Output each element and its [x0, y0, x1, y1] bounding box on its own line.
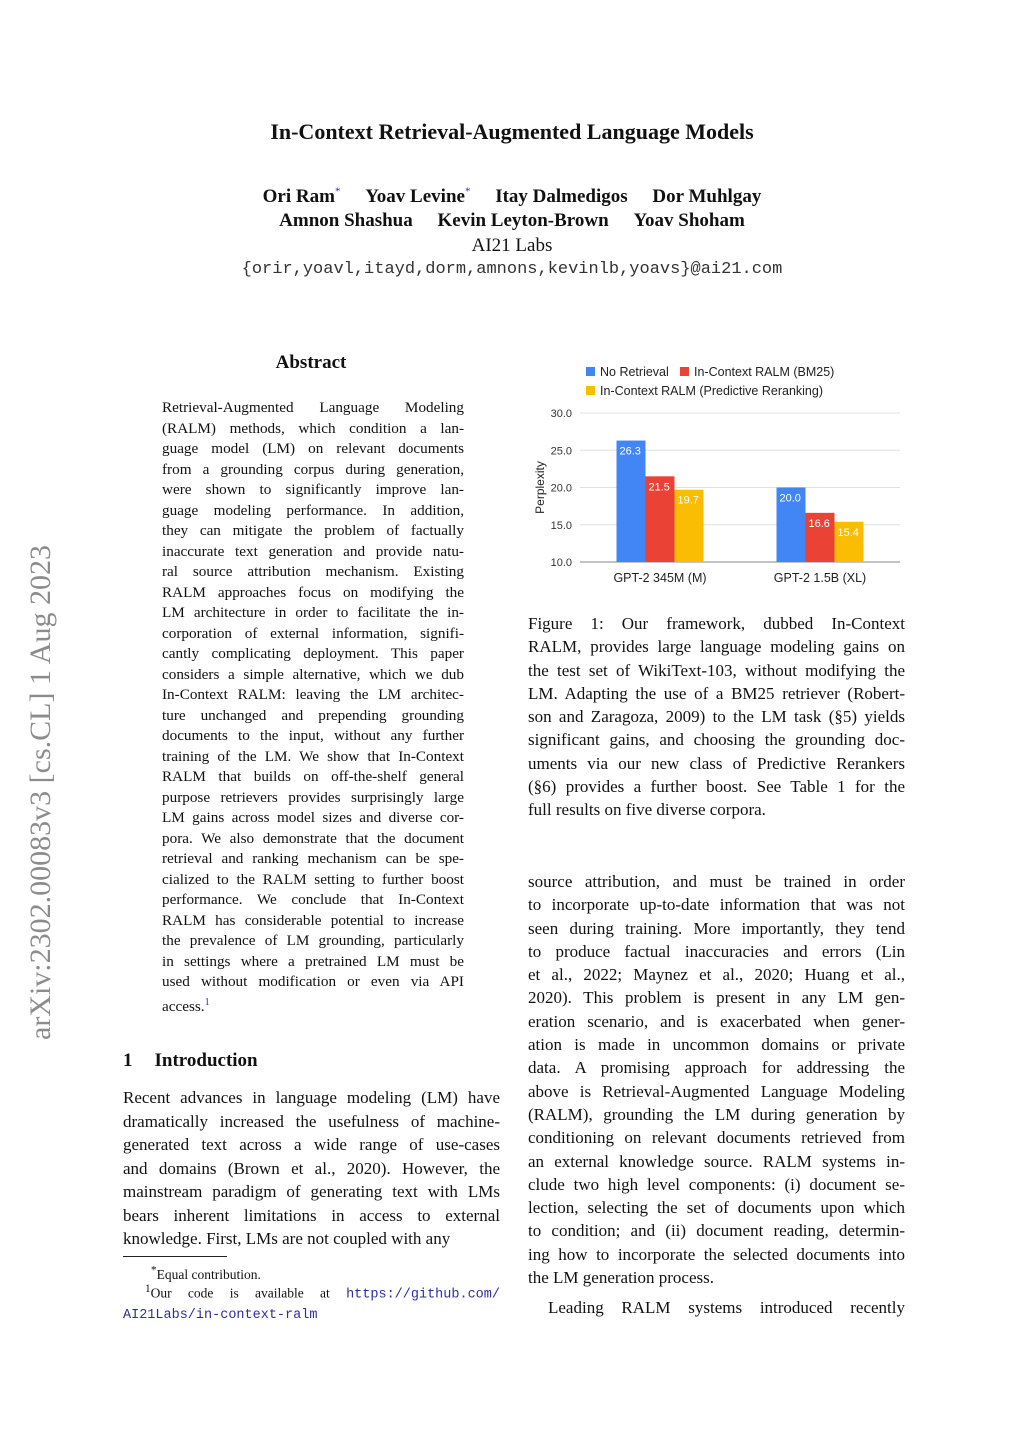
text-line: in settings where a pretrained LM must be — [162, 952, 464, 970]
section-heading-introduction: 1 Introduction — [123, 1050, 258, 1071]
code-link-continued[interactable]: AI21Labs/in-context-ralm — [123, 1307, 318, 1323]
figure-1-caption — [528, 612, 905, 822]
text-line: performance. We conclude that In-Context — [162, 891, 464, 908]
text-line: ing how to incorporate the selected documents into — [528, 1244, 905, 1264]
legend-no-retrieval: No Retrieval — [586, 365, 669, 379]
text-line: lection, selecting the set of documents upon which — [528, 1198, 905, 1218]
text-line: to incorporate up-to-date information that was not — [528, 895, 905, 915]
affiliation: AI21 Labs — [471, 235, 553, 256]
bar-value-label: 26.3 — [619, 445, 641, 458]
text-line: ture unchanged and prepending grounding — [162, 706, 464, 724]
text-line: LM. Adapting the use of a BM25 retriever (Robert- — [528, 683, 905, 703]
text-line: retrieval and ranking mechanism can be spe- — [162, 850, 464, 867]
text-line: conditioning on relevant documents retrieved from — [528, 1128, 905, 1148]
bar-value-label: 15.4 — [837, 526, 859, 539]
x-tick-label: GPT-2 1.5B (XL) — [773, 571, 867, 585]
text-line: eration scenario, and is exacerbated when gener- — [528, 1011, 905, 1031]
authors-row-2 — [0, 210, 1024, 232]
text-line: and domains (Brown et al., 2020). However, the — [123, 1158, 500, 1178]
bar-value-label: 19.7 — [677, 494, 699, 507]
text-line: an external knowledge source. RALM systems in- — [528, 1151, 905, 1171]
text-line: generated text across a wide range of use-cases — [123, 1135, 500, 1154]
text-line: full results on five diverse corpora. — [528, 800, 766, 820]
text-line: were shown to significantly improve lan- — [162, 481, 464, 498]
text-line: RALM, provides large language modeling gains on — [528, 637, 905, 657]
footnote-marker[interactable]: 1 — [204, 996, 210, 1008]
y-tick-label: 10.0 — [550, 557, 572, 569]
abstract-heading: Abstract — [275, 352, 347, 373]
text-line: RALM approaches focus on modifying the — [162, 583, 464, 601]
text-line: documents to the input, without any further — [162, 727, 464, 744]
bar-value-label: 20.0 — [779, 492, 801, 505]
y-tick-label: 30.0 — [550, 408, 572, 420]
text-line: significant gains, and choosing the grounding doc- — [528, 730, 905, 750]
intro-right-paragraph-2: Leading RALM systems introduced recently — [548, 1298, 905, 1317]
text-line: bears inherent limitations in access to external — [123, 1205, 500, 1225]
text-line: guage model (LM) on relevant documents — [162, 440, 464, 457]
arxiv-identifier: arXiv:2302.00083v3 [cs.CL] 1 Aug 2023 — [24, 545, 57, 1040]
text-line: Figure 1: Our framework, dubbed In-Context — [528, 614, 905, 633]
text-line: inaccurate text generation and provide natu- — [162, 542, 464, 560]
text-line: the LM generation process. — [528, 1268, 714, 1288]
bar-chart-svg — [528, 360, 908, 592]
author: Kevin Leyton-Brown — [437, 210, 609, 231]
text-line: source attribution, and must be trained in order — [528, 872, 905, 891]
text-line: from a grounding corpus during generation, — [162, 460, 464, 478]
text-line: above is Retrieval-Augmented Language Modeling — [528, 1081, 905, 1101]
text-line: cialized to the RALM setting to further boost — [162, 870, 464, 888]
text-line: data. A promising approach for addressing the — [528, 1058, 905, 1078]
author: Amnon Shashua — [279, 210, 413, 231]
text-line: to produce factual inaccuracies and errors (Lin — [528, 941, 905, 961]
text-line: RALM has considerable potential to increase — [162, 911, 464, 929]
text-line: to condition; and (ii) document reading, determin- — [528, 1221, 905, 1241]
footnote-rule — [123, 1256, 227, 1257]
text-line: the prevalence of LM grounding, particularly — [162, 932, 464, 949]
text-line: LM architecture in order to facilitate the in- — [162, 604, 464, 621]
text-line: training of the LM. We show that In-Context — [162, 747, 464, 765]
y-axis-label: Perplexity — [533, 461, 547, 514]
author: Yoav Shoham — [633, 210, 745, 231]
text-line: LM gains across model sizes and diverse cor- — [162, 809, 464, 826]
text-line: pora. We also demonstrate that the document — [162, 829, 464, 847]
legend-predictive-reranking: In-Context RALM (Predictive Reranking) — [586, 384, 823, 398]
text-line: corporation of external information, signifi- — [162, 624, 464, 642]
text-line: dramatically increased the usefulness of machine- — [123, 1111, 500, 1131]
text-line: RALM that builds on off-the-shelf general — [162, 768, 464, 785]
footnote-code: $^1$Our code is available at https://github.com/ AI21Labs/in-context-ralm — [123, 1283, 500, 1323]
text-line: access.$^1$ — [162, 996, 210, 1015]
text-line: ral source attribution mechanism. Existing — [162, 563, 464, 580]
text-line: 2020). This problem is present in any LM gen- — [528, 988, 905, 1008]
intro-left-column — [123, 1086, 500, 1251]
text-line: ation is made in uncommon domains or private — [528, 1035, 905, 1055]
paper-title: In-Context Retrieval-Augmented Language Models — [270, 119, 754, 144]
text-line: cantly complicating deployment. This paper — [162, 645, 464, 662]
author: Ori Ram* — [262, 186, 341, 208]
text-line: (RALM), grounding the LM during generation by — [528, 1104, 905, 1124]
legend-bm25: In-Context RALM (BM25) — [680, 365, 834, 379]
author: Yoav Levine* — [365, 186, 471, 208]
figure-1-chart — [528, 360, 908, 592]
text-line: mainstream paradigm of generating text with LMs — [123, 1182, 500, 1201]
author: Itay Dalmedigos — [495, 186, 628, 208]
text-line: Recent advances in language modeling (LM) have — [123, 1088, 500, 1107]
text-line: guage modeling performance. In addition, — [162, 501, 464, 519]
bar-value-label: 21.5 — [648, 481, 670, 494]
footnote-equal-contribution: *Equal contribution. — [151, 1264, 261, 1282]
abstract-body — [162, 398, 464, 1017]
text-line: seen during training. More importantly, they tend — [528, 918, 905, 938]
text-line: uments via our new class of Predictive Rerankers — [528, 753, 905, 773]
y-tick-label: 25.0 — [550, 445, 572, 458]
x-tick-label: GPT-2 345M (M) — [613, 571, 707, 585]
text-line: considers a simple alternative, which we dub — [162, 665, 464, 683]
text-line: Retrieval-Augmented Language Modeling — [162, 399, 464, 416]
text-line: son and Zaragoza, 2009) to the LM task (§5) yields — [528, 707, 905, 727]
text-line: In-Context RALM: leaving the LM architec- — [162, 686, 464, 703]
code-link[interactable]: https://github.com/ — [346, 1287, 500, 1303]
text-line: (§6) provides a further boost. See Table 1 for the — [528, 777, 905, 797]
authors-row-1 — [0, 186, 1024, 208]
text-line: (RALM) methods, which condition a lan- — [162, 419, 464, 437]
y-tick-label: 15.0 — [550, 519, 572, 532]
text-line: the test set of WikiText-103, without modifying the — [528, 660, 905, 680]
author-emails: {orir,yoavl,itayd,dorm,amnons,kevinlb,yoavs}@ai21.com — [241, 260, 783, 279]
y-tick-label: 20.0 — [550, 482, 572, 495]
text-line: used without modification or even via API — [162, 973, 464, 990]
text-line: et al., 2022; Maynez et al., 2020; Huang et al., — [528, 965, 905, 985]
bar — [617, 441, 646, 562]
text-line: knowledge. First, LMs are not coupled with any — [123, 1229, 451, 1248]
text-line: clude two high level components: (i) document se- — [528, 1174, 905, 1194]
text-line: purpose retrievers provides surprisingly large — [162, 788, 464, 806]
bar-value-label: 16.6 — [808, 517, 830, 530]
intro-right-column — [528, 870, 905, 1289]
text-line: they can mitigate the problem of factually — [162, 522, 464, 539]
author: Dor Muhlgay — [652, 186, 762, 208]
